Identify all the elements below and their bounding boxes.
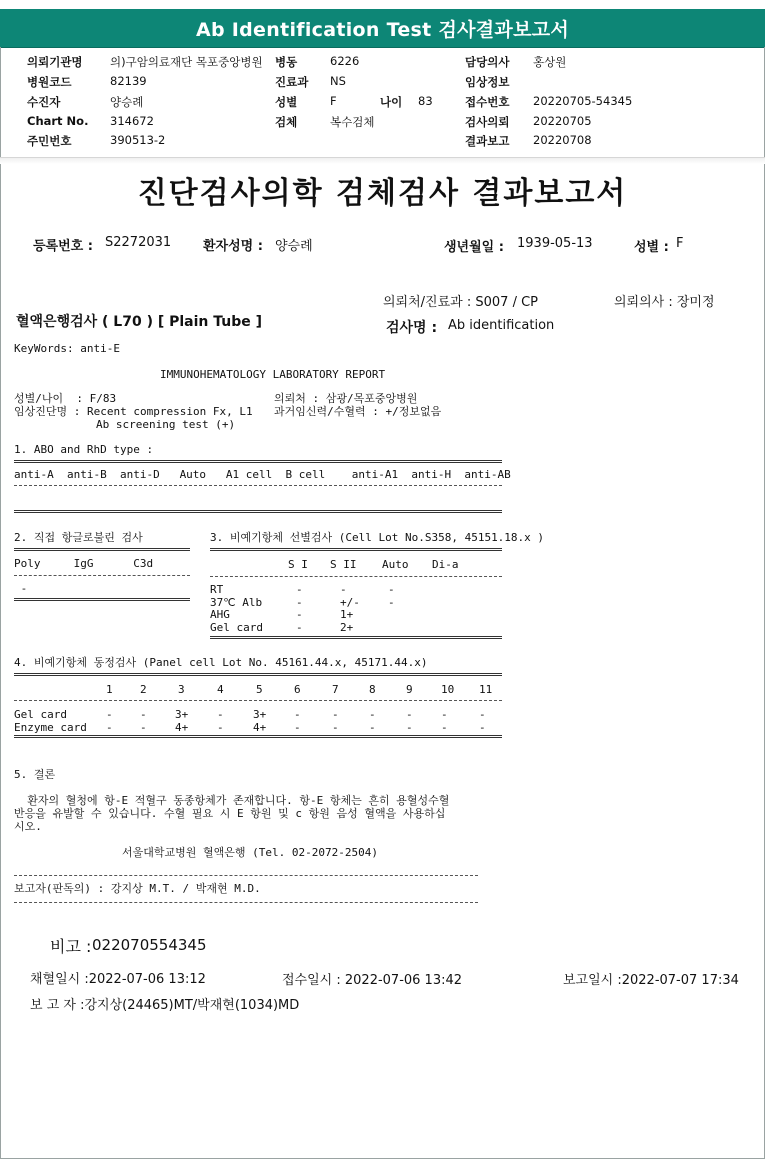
s3-col-header: Auto bbox=[382, 558, 409, 571]
document-title: 진단검사의학 검체검사 결과보고서 bbox=[137, 176, 628, 211]
s1-headers: anti-A anti-B anti-D Auto A1 cell B cell anti-A1 anti-H anti-AB bbox=[14, 468, 511, 481]
s4-row-label: Enzyme card bbox=[14, 720, 87, 734]
info-label: 성별 bbox=[275, 95, 298, 109]
s4-cell: 4+ bbox=[175, 720, 189, 734]
s3-cell: - bbox=[296, 608, 303, 621]
patient-info-table bbox=[27, 54, 747, 154]
info-value: 314672 bbox=[110, 114, 154, 128]
report-header-bar bbox=[0, 9, 765, 48]
s3-col-header: S I bbox=[288, 558, 308, 571]
reg-value: S2272031 bbox=[105, 235, 172, 250]
rule bbox=[14, 510, 502, 513]
info-value: 20220708 bbox=[533, 133, 592, 147]
s3-row-label: 37℃ Alb bbox=[210, 595, 263, 609]
s4-cell: - bbox=[332, 720, 339, 734]
rule bbox=[210, 636, 502, 639]
info-label: 의뢰기관명 bbox=[27, 55, 83, 69]
name-value: 양승례 bbox=[275, 239, 313, 254]
footer-reporter: 보 고 자 :강지상(24465)MT/박재현(1034)MD bbox=[30, 998, 300, 1013]
s3-row-label: Gel card bbox=[210, 620, 263, 634]
s5-title: 5. 결론 bbox=[14, 768, 56, 781]
rule bbox=[210, 548, 502, 551]
s3-cell: - bbox=[296, 620, 303, 634]
info-value: 83 bbox=[418, 94, 433, 108]
s4-cell: - bbox=[140, 708, 147, 721]
note-label: 비고 : bbox=[50, 937, 92, 956]
info-label: 접수번호 bbox=[465, 95, 510, 109]
info-value: 82139 bbox=[110, 74, 147, 88]
info-label: 담당의사 bbox=[465, 55, 510, 69]
s3-cell: - bbox=[296, 595, 303, 609]
info-value: NS bbox=[330, 74, 346, 88]
dept-info: 의뢰처/진료과 : S007 / CP bbox=[383, 295, 538, 310]
s4-cell: - bbox=[369, 720, 376, 734]
lab-heading: IMMUNOHEMATOLOGY LABORATORY REPORT bbox=[160, 368, 386, 381]
lab-reporter: 보고자(판독의) : 강지상 M.T. / 박재현 M.D. bbox=[14, 882, 261, 895]
screening: Ab screening test (+) bbox=[96, 418, 236, 431]
s4-col-header: 6 bbox=[294, 683, 301, 696]
s2-headers: Poly IgG C3d bbox=[14, 557, 154, 570]
s4-cell: - bbox=[217, 708, 224, 721]
info-label: 검체 bbox=[275, 115, 298, 129]
s4-title: 4. 비예기항체 동정검사 (Panel cell Lot No. 45161.44.x, 45171.44.x) bbox=[14, 656, 428, 669]
s4-cell: - bbox=[217, 720, 224, 734]
s1-title: 1. ABO and RhD type : bbox=[14, 443, 154, 456]
info-label: 나이 bbox=[380, 95, 403, 109]
rule bbox=[14, 875, 478, 876]
s4-col-header: 8 bbox=[369, 683, 376, 696]
s4-cell: - bbox=[479, 720, 486, 734]
s4-cell: - bbox=[479, 708, 486, 721]
test-group: 혈액은행검사 ( L70 ) [ Plain Tube ] bbox=[16, 314, 263, 330]
info-label: Chart No. bbox=[27, 114, 89, 128]
s3-cell: 1+ bbox=[340, 608, 354, 621]
info-value: 복수검체 bbox=[330, 115, 375, 129]
s4-cell: - bbox=[294, 708, 301, 721]
report-time: 보고일시 :2022-07-07 17:34 bbox=[563, 973, 739, 988]
s4-col-header: 9 bbox=[406, 683, 413, 696]
rule bbox=[14, 460, 502, 463]
s3-cell: 2+ bbox=[340, 620, 354, 634]
receive-time: 접수일시 : 2022-07-06 13:42 bbox=[282, 973, 463, 988]
diagnosis: 임상진단명 : Recent compression Fx, L1 bbox=[14, 405, 253, 418]
dob-label: 생년월일 : bbox=[444, 240, 504, 255]
s2-value: - bbox=[14, 582, 28, 595]
rule bbox=[210, 576, 502, 577]
info-value: F bbox=[330, 94, 337, 108]
doctor-info: 의뢰의사 : 장미정 bbox=[614, 295, 715, 310]
s4-col-header: 10 bbox=[441, 683, 455, 696]
s4-col-header: 7 bbox=[332, 683, 339, 696]
requester: 의뢰처 : 삼광/목포중앙병원 bbox=[274, 392, 418, 405]
info-label: 병원코드 bbox=[27, 75, 72, 89]
conclusion-line: 반응을 유발할 수 있습니다. 수혈 필요 시 E 항원 및 c 항원 음성 혈액을 사용하십 bbox=[14, 807, 446, 820]
s4-cell: - bbox=[441, 708, 448, 721]
keywords: KeyWords: anti-E bbox=[14, 342, 120, 355]
blood-bank: 서울대학교병원 혈액은행 (Tel. 02-2072-2504) bbox=[122, 846, 378, 859]
s3-cell: - bbox=[340, 583, 347, 596]
info-value: 의)구암의료재단 목포중앙병원 bbox=[110, 55, 263, 69]
s4-col-header: 3 bbox=[178, 683, 185, 696]
s4-col-header: 1 bbox=[106, 683, 113, 696]
rule bbox=[14, 485, 502, 486]
test-name-value: Ab identification bbox=[448, 318, 555, 333]
s4-cell: - bbox=[106, 720, 113, 734]
note-value: 022070554345 bbox=[92, 936, 207, 954]
s4-col-header: 11 bbox=[479, 683, 493, 696]
s3-cell: - bbox=[296, 583, 303, 596]
s4-cell: - bbox=[106, 708, 113, 721]
rule bbox=[14, 673, 502, 676]
info-value: 홍상원 bbox=[533, 55, 567, 69]
rule bbox=[14, 700, 502, 701]
dob-value: 1939-05-13 bbox=[517, 236, 593, 251]
s4-cell: 3+ bbox=[253, 708, 267, 721]
s4-cell: - bbox=[406, 720, 413, 734]
rule bbox=[14, 902, 478, 903]
info-value: 6226 bbox=[330, 54, 360, 68]
info-value: 390513-2 bbox=[110, 133, 166, 147]
report-header-title: Ab Identification Test 검사결과보고서 bbox=[195, 18, 570, 41]
s3-col-header: S II bbox=[330, 558, 357, 571]
s4-cell: - bbox=[294, 720, 301, 734]
conclusion-line: 환자의 혈청에 항-E 적혈구 동종항체가 존재합니다. 항-E 항체는 흔히 용혈성수혈 bbox=[14, 794, 450, 807]
s4-col-header: 5 bbox=[256, 683, 263, 696]
conclusion-line: 시오. bbox=[14, 820, 42, 833]
rule bbox=[14, 598, 190, 601]
s3-cell: - bbox=[388, 583, 395, 596]
s3-col-header: Di-a bbox=[432, 558, 459, 571]
info-label: 임상정보 bbox=[465, 75, 510, 89]
s4-col-header: 2 bbox=[140, 683, 147, 696]
s3-cell: +/- bbox=[340, 595, 360, 609]
s4-cell: - bbox=[406, 708, 413, 721]
name-label: 환자성명 : bbox=[203, 239, 263, 254]
s3-title: 3. 비예기항체 선별검사 (Cell Lot No.S358, 45151.18.x ) bbox=[210, 531, 545, 544]
s4-cell: - bbox=[140, 720, 147, 734]
info-value: 20220705-54345 bbox=[533, 94, 633, 108]
info-value: 20220705 bbox=[533, 114, 592, 128]
s4-row-label: Gel card bbox=[14, 708, 67, 721]
s4-cell: - bbox=[441, 720, 448, 734]
info-value: 양승례 bbox=[110, 95, 144, 109]
rule bbox=[14, 575, 190, 576]
sex-value: F bbox=[676, 236, 684, 251]
s3-row-label: AHG bbox=[210, 608, 230, 621]
report-frame bbox=[0, 47, 765, 1159]
sex-label: 성별 : bbox=[634, 240, 669, 255]
s2-title: 2. 직접 항글로불린 검사 bbox=[14, 531, 143, 544]
s4-cell: 4+ bbox=[253, 720, 267, 734]
s4-cell: - bbox=[332, 708, 339, 721]
info-label: 병동 bbox=[275, 55, 298, 69]
info-label: 검사의뢰 bbox=[465, 115, 510, 129]
section-divider bbox=[0, 157, 765, 164]
s3-row-label: RT bbox=[210, 583, 224, 596]
rule bbox=[14, 548, 190, 551]
s4-cell: 3+ bbox=[175, 708, 189, 721]
info-label: 결과보고 bbox=[465, 134, 510, 148]
reg-label: 등록번호 : bbox=[33, 239, 93, 254]
test-name-label: 검사명 : bbox=[386, 320, 438, 336]
info-label: 수진자 bbox=[27, 95, 61, 109]
s4-col-header: 4 bbox=[217, 683, 224, 696]
s3-cell: - bbox=[388, 595, 395, 609]
sex-age: 성별/나이 : F/83 bbox=[14, 392, 117, 405]
s4-cell: - bbox=[369, 708, 376, 721]
rule bbox=[14, 735, 502, 738]
collect-time: 채혈일시 :2022-07-06 13:12 bbox=[30, 972, 206, 987]
info-label: 진료과 bbox=[275, 75, 309, 89]
info-label: 주민번호 bbox=[27, 134, 72, 148]
history: 과거임신력/수혈력 : +/정보없음 bbox=[274, 405, 442, 418]
